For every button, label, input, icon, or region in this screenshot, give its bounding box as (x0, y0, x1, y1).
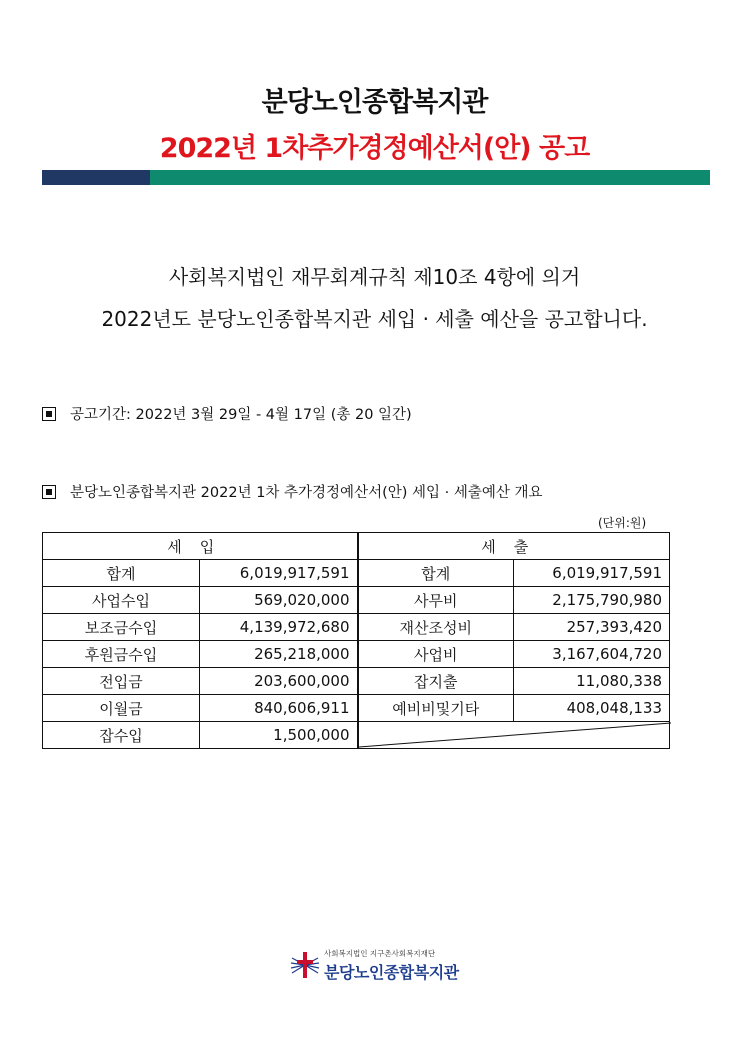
header-bar-left (42, 170, 150, 185)
expense-item: 잡지출 (358, 668, 514, 695)
income-item: 잡수입 (43, 722, 200, 749)
empty-diagonal-cell (358, 722, 670, 749)
expense-item: 예비비및기타 (358, 695, 514, 722)
square-bullet-icon (42, 407, 56, 421)
unit-label: (단위:원) (598, 516, 647, 530)
table-row (43, 587, 670, 614)
expense-header: 세출 (358, 533, 670, 560)
expense-amount: 3,167,604,720 (514, 641, 670, 668)
table-row (43, 695, 670, 722)
income-amount: 4,139,972,680 (200, 614, 358, 641)
expense-amount: 257,393,420 (514, 614, 670, 641)
income-item: 합계 (43, 560, 200, 587)
expense-item: 사무비 (358, 587, 514, 614)
income-header: 세입 (43, 533, 358, 560)
expense-item: 합계 (358, 560, 514, 587)
table-row (43, 641, 670, 668)
budget-table (42, 532, 670, 749)
table-row (43, 560, 670, 587)
expense-item: 사업비 (358, 641, 514, 668)
income-amount: 203,600,000 (200, 668, 358, 695)
income-item: 보조금수입 (43, 614, 200, 641)
intro-line-2: 2022년도 분당노인종합복지관 세입 · 세출 예산을 공고합니다. (101, 307, 648, 331)
table-row (43, 722, 670, 749)
expense-amount: 6,019,917,591 (514, 560, 670, 587)
table-row (43, 668, 670, 695)
diagonal-line (359, 722, 671, 748)
square-bullet-icon (42, 485, 56, 499)
expense-amount: 408,048,133 (514, 695, 670, 722)
notice-period-text: 공고기간: 2022년 3월 29일 - 4월 17일 (총 20 일간) (70, 407, 412, 423)
expense-amount: 2,175,790,980 (514, 587, 670, 614)
page-title: 분당노인종합복지관 (261, 87, 488, 118)
notice-period (42, 403, 412, 424)
intro-line-1: 사회복지법인 재무회계규칙 제10조 4항에 의거 (168, 265, 581, 289)
notice-summary-title (42, 481, 543, 502)
summary-title-text: 분당노인종합복지관 2022년 1차 추가경정예산서(안) 세입 · 세출예산 개요 (70, 485, 543, 501)
income-amount: 569,020,000 (200, 587, 358, 614)
income-amount: 840,606,911 (200, 695, 358, 722)
income-item: 이월금 (43, 695, 200, 722)
income-amount: 265,218,000 (200, 641, 358, 668)
income-amount: 1,500,000 (200, 722, 358, 749)
table-header-row (43, 533, 670, 560)
expense-amount: 11,080,338 (514, 668, 670, 695)
footer-logo (290, 946, 490, 986)
footer-org-small: 사회복지법인 지구촌사회복지재단 (324, 949, 436, 958)
table-row (43, 614, 670, 641)
income-item: 사업수입 (43, 587, 200, 614)
income-item: 후원금수입 (43, 641, 200, 668)
footer-org-main: 분당노인종합복지관 (324, 963, 459, 982)
cross-rays-logo-icon (290, 950, 320, 980)
income-item: 전입금 (43, 668, 200, 695)
header-bar-right (150, 170, 710, 185)
income-amount: 6,019,917,591 (200, 560, 358, 587)
expense-item: 재산조성비 (358, 614, 514, 641)
page-subtitle: 2022년 1차추가경정예산서(안) 공고 (159, 133, 590, 164)
